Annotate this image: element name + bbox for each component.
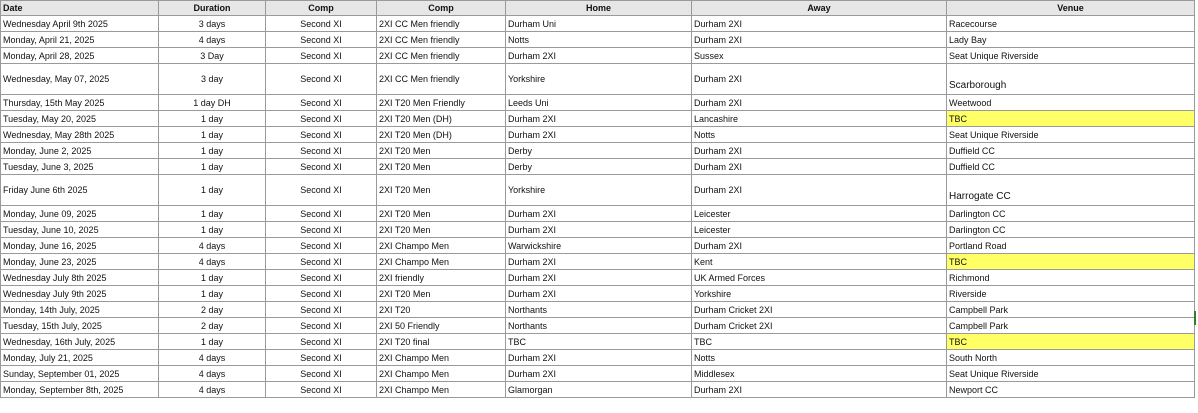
cell-date[interactable]: Monday, June 23, 2025: [1, 254, 159, 270]
cell-duration[interactable]: 4 days: [159, 32, 266, 48]
table-row: [1, 222, 1195, 238]
cell-away[interactable]: Durham 2XI: [692, 32, 947, 48]
cell-comp-2[interactable]: 2XI friendly: [377, 270, 506, 286]
table-body: [1, 16, 1195, 398]
cell-comp-2[interactable]: 2XI T20 Men: [377, 143, 506, 159]
cell-date[interactable]: Wednesday July 9th 2025: [1, 286, 159, 302]
table-row: [1, 32, 1195, 48]
cell-comp-2[interactable]: 2XI Champo Men: [377, 238, 506, 254]
cell-comp-2[interactable]: 2XI T20 Men: [377, 286, 506, 302]
table-row: [1, 302, 1195, 318]
cell-venue[interactable]: Darlington CC: [947, 222, 1195, 238]
cell-home[interactable]: Glamorgan: [506, 382, 692, 398]
cell-duration[interactable]: 2 day: [159, 302, 266, 318]
cell-comp[interactable]: Second XI: [266, 222, 377, 238]
cell-comp[interactable]: Second XI: [266, 32, 377, 48]
cell-date[interactable]: Tuesday, May 20, 2025: [1, 111, 159, 127]
cell-home[interactable]: Durham 2XI: [506, 366, 692, 382]
cell-comp[interactable]: Second XI: [266, 206, 377, 222]
cell-duration[interactable]: 1 day: [159, 334, 266, 350]
header-home[interactable]: Home: [506, 1, 692, 16]
table-row: [1, 366, 1195, 382]
header-row: [1, 1, 1195, 16]
cell-away[interactable]: Durham 2XI: [692, 16, 947, 32]
cell-venue[interactable]: South North: [947, 350, 1195, 366]
cell-duration[interactable]: 3 Day: [159, 48, 266, 64]
cell-home[interactable]: Yorkshire: [506, 64, 692, 95]
table-row: [1, 64, 1195, 95]
table-row: [1, 350, 1195, 366]
header-away[interactable]: Away: [692, 1, 947, 16]
cell-duration[interactable]: 4 days: [159, 382, 266, 398]
cell-comp-2[interactable]: 2XI T20 Men Friendly: [377, 95, 506, 111]
table-row: [1, 111, 1195, 127]
table-row: [1, 238, 1195, 254]
cell-comp-2[interactable]: 2XI T20 Men: [377, 175, 506, 206]
cell-date[interactable]: Tuesday, June 3, 2025: [1, 159, 159, 175]
header-comp-2[interactable]: Comp: [377, 1, 506, 16]
cell-comp-2[interactable]: 2XI Champo Men: [377, 350, 506, 366]
cell-duration[interactable]: 1 day: [159, 222, 266, 238]
cell-home[interactable]: Durham Uni: [506, 16, 692, 32]
cell-home[interactable]: Notts: [506, 32, 692, 48]
cell-venue[interactable]: Campbell Park: [947, 302, 1195, 318]
cell-venue[interactable]: Campbell Park: [947, 318, 1195, 334]
cell-home[interactable]: Durham 2XI: [506, 254, 692, 270]
cell-date[interactable]: Monday, July 21, 2025: [1, 350, 159, 366]
cell-date[interactable]: Monday, June 16, 2025: [1, 238, 159, 254]
table-row: [1, 143, 1195, 159]
cell-venue[interactable]: TBC: [947, 111, 1195, 127]
cell-date[interactable]: Wednesday, May 28th 2025: [1, 127, 159, 143]
cell-comp[interactable]: Second XI: [266, 143, 377, 159]
cell-comp[interactable]: Second XI: [266, 350, 377, 366]
cell-away[interactable]: Leicester: [692, 222, 947, 238]
cell-duration[interactable]: 1 day: [159, 127, 266, 143]
cell-date[interactable]: Monday, April 28, 2025: [1, 48, 159, 64]
cell-home[interactable]: Durham 2XI: [506, 206, 692, 222]
cell-venue[interactable]: Newport CC: [947, 382, 1195, 398]
cell-home[interactable]: Durham 2XI: [506, 48, 692, 64]
cell-away[interactable]: Middlesex: [692, 366, 947, 382]
cell-away[interactable]: Yorkshire: [692, 286, 947, 302]
cell-comp[interactable]: Second XI: [266, 16, 377, 32]
cell-home[interactable]: Durham 2XI: [506, 222, 692, 238]
cell-comp[interactable]: Second XI: [266, 286, 377, 302]
cell-duration[interactable]: 3 day: [159, 64, 266, 95]
cell-comp[interactable]: Second XI: [266, 366, 377, 382]
table-row: [1, 159, 1195, 175]
cell-duration[interactable]: 4 days: [159, 254, 266, 270]
cell-home[interactable]: Durham 2XI: [506, 286, 692, 302]
cell-comp[interactable]: Second XI: [266, 95, 377, 111]
cell-date[interactable]: Monday, June 2, 2025: [1, 143, 159, 159]
cell-date[interactable]: Monday, 14th July, 2025: [1, 302, 159, 318]
cell-comp[interactable]: Second XI: [266, 159, 377, 175]
cell-home[interactable]: Leeds Uni: [506, 95, 692, 111]
cell-away[interactable]: Leicester: [692, 206, 947, 222]
cell-comp[interactable]: Second XI: [266, 48, 377, 64]
cell-home[interactable]: Durham 2XI: [506, 350, 692, 366]
table-row: [1, 16, 1195, 32]
table-row: [1, 270, 1195, 286]
cell-away[interactable]: Durham 2XI: [692, 175, 947, 206]
cell-home[interactable]: Yorkshire: [506, 175, 692, 206]
cell-home[interactable]: Northants: [506, 318, 692, 334]
cell-venue[interactable]: Weetwood: [947, 95, 1195, 111]
cell-duration[interactable]: 1 day: [159, 143, 266, 159]
cell-duration[interactable]: 3 days: [159, 16, 266, 32]
cell-duration[interactable]: 4 days: [159, 238, 266, 254]
cell-duration[interactable]: 2 day: [159, 318, 266, 334]
table-row: [1, 334, 1195, 350]
cell-venue[interactable]: Duffield CC: [947, 143, 1195, 159]
cell-venue[interactable]: TBC: [947, 334, 1195, 350]
cell-away[interactable]: UK Armed Forces: [692, 270, 947, 286]
cell-comp-2[interactable]: 2XI T20: [377, 302, 506, 318]
cell-comp-2[interactable]: 2XI T20 Men (DH): [377, 127, 506, 143]
cell-comp-2[interactable]: 2XI CC Men friendly: [377, 32, 506, 48]
cell-duration[interactable]: 1 day DH: [159, 95, 266, 111]
cell-comp-2[interactable]: 2XI Champo Men: [377, 254, 506, 270]
header-duration[interactable]: Duration: [159, 1, 266, 16]
cell-duration[interactable]: 1 day: [159, 175, 266, 206]
cell-home[interactable]: Northants: [506, 302, 692, 318]
table-row: [1, 175, 1195, 206]
cell-away[interactable]: Durham 2XI: [692, 95, 947, 111]
cell-duration[interactable]: 1 day: [159, 159, 266, 175]
cell-comp-2[interactable]: 2XI Champo Men: [377, 382, 506, 398]
cell-comp[interactable]: Second XI: [266, 64, 377, 95]
cell-away[interactable]: Sussex: [692, 48, 947, 64]
cell-venue[interactable]: Seat Unique Riverside: [947, 366, 1195, 382]
table-row: [1, 318, 1195, 334]
cell-venue[interactable]: Duffield CC: [947, 159, 1195, 175]
cell-date[interactable]: Wednesday July 8th 2025: [1, 270, 159, 286]
cell-duration[interactable]: 1 day: [159, 111, 266, 127]
cell-away[interactable]: Notts: [692, 127, 947, 143]
cell-comp[interactable]: Second XI: [266, 254, 377, 270]
cell-comp[interactable]: Second XI: [266, 111, 377, 127]
table-row: [1, 382, 1195, 398]
cell-date[interactable]: Tuesday, June 10, 2025: [1, 222, 159, 238]
cell-venue[interactable]: Racecourse: [947, 16, 1195, 32]
table-row: [1, 95, 1195, 111]
cell-venue[interactable]: Darlington CC: [947, 206, 1195, 222]
cell-comp-2[interactable]: 2XI Champo Men: [377, 366, 506, 382]
cell-comp-2[interactable]: 2XI T20 Men (DH): [377, 111, 506, 127]
cell-date[interactable]: Monday, June 09, 2025: [1, 206, 159, 222]
cell-comp-2[interactable]: 2XI T20 Men: [377, 222, 506, 238]
table-row: [1, 48, 1195, 64]
table-row: [1, 254, 1195, 270]
cell-date[interactable]: Monday, September 8th, 2025: [1, 382, 159, 398]
cell-comp-2[interactable]: 2XI CC Men friendly: [377, 64, 506, 95]
cell-away[interactable]: Durham 2XI: [692, 238, 947, 254]
cell-date[interactable]: Sunday, September 01, 2025: [1, 366, 159, 382]
cell-comp[interactable]: Second XI: [266, 382, 377, 398]
cell-comp-2[interactable]: 2XI 50 Friendly: [377, 318, 506, 334]
cell-away[interactable]: Durham 2XI: [692, 143, 947, 159]
cell-venue[interactable]: Harrogate CC: [947, 175, 1195, 206]
cell-duration[interactable]: 1 day: [159, 286, 266, 302]
cell-comp[interactable]: Second XI: [266, 302, 377, 318]
cell-venue[interactable]: TBC: [947, 254, 1195, 270]
cell-date[interactable]: Tuesday, 15th July, 2025: [1, 318, 159, 334]
header-venue[interactable]: Venue: [947, 1, 1195, 16]
cell-date[interactable]: Wednesday April 9th 2025: [1, 16, 159, 32]
header-date[interactable]: Date: [1, 1, 159, 16]
cell-comp[interactable]: Second XI: [266, 238, 377, 254]
cell-away[interactable]: Durham 2XI: [692, 382, 947, 398]
cell-comp-2[interactable]: 2XI CC Men friendly: [377, 48, 506, 64]
cell-away[interactable]: Durham Cricket 2XI: [692, 302, 947, 318]
cell-home[interactable]: Derby: [506, 159, 692, 175]
cell-venue[interactable]: Lady Bay: [947, 32, 1195, 48]
cell-away[interactable]: Durham 2XI: [692, 64, 947, 95]
cell-comp-2[interactable]: 2XI CC Men friendly: [377, 16, 506, 32]
cell-date[interactable]: Thursday, 15th May 2025: [1, 95, 159, 111]
cell-away[interactable]: Kent: [692, 254, 947, 270]
cell-home[interactable]: Durham 2XI: [506, 127, 692, 143]
cell-home[interactable]: Durham 2XI: [506, 111, 692, 127]
cell-comp-2[interactable]: 2XI T20 Men: [377, 159, 506, 175]
cell-comp[interactable]: Second XI: [266, 127, 377, 143]
cell-away[interactable]: Durham 2XI: [692, 159, 947, 175]
cell-date[interactable]: Monday, April 21, 2025: [1, 32, 159, 48]
cell-date[interactable]: Wednesday, 16th July, 2025: [1, 334, 159, 350]
cell-duration[interactable]: 4 days: [159, 366, 266, 382]
cell-venue[interactable]: Seat Unique Riverside: [947, 48, 1195, 64]
cell-away[interactable]: Notts: [692, 350, 947, 366]
cell-duration[interactable]: 4 days: [159, 350, 266, 366]
cell-home[interactable]: TBC: [506, 334, 692, 350]
cell-venue[interactable]: Richmond: [947, 270, 1195, 286]
cell-comp-2[interactable]: 2XI T20 Men: [377, 206, 506, 222]
table-row: [1, 286, 1195, 302]
cell-venue[interactable]: Portland Road: [947, 238, 1195, 254]
cell-duration[interactable]: 1 day: [159, 206, 266, 222]
cell-comp[interactable]: Second XI: [266, 175, 377, 206]
cell-away[interactable]: Durham Cricket 2XI: [692, 318, 947, 334]
cell-comp[interactable]: Second XI: [266, 270, 377, 286]
table-row: [1, 206, 1195, 222]
cell-home[interactable]: Warwickshire: [506, 238, 692, 254]
cell-comp[interactable]: Second XI: [266, 334, 377, 350]
cell-duration[interactable]: 1 day: [159, 270, 266, 286]
header-comp[interactable]: Comp: [266, 1, 377, 16]
cell-away[interactable]: TBC: [692, 334, 947, 350]
cell-venue[interactable]: Scarborough: [947, 64, 1195, 95]
cell-venue[interactable]: Seat Unique Riverside: [947, 127, 1195, 143]
table-row: [1, 127, 1195, 143]
cell-date[interactable]: Friday June 6th 2025: [1, 175, 159, 206]
cell-away[interactable]: Lancashire: [692, 111, 947, 127]
cell-comp-2[interactable]: 2XI T20 final: [377, 334, 506, 350]
cell-selection-marker: [1194, 311, 1198, 325]
cell-home[interactable]: Derby: [506, 143, 692, 159]
cell-venue[interactable]: Riverside: [947, 286, 1195, 302]
cell-home[interactable]: Durham 2XI: [506, 270, 692, 286]
cell-date[interactable]: Wednesday, May 07, 2025: [1, 64, 159, 95]
cell-comp[interactable]: Second XI: [266, 318, 377, 334]
